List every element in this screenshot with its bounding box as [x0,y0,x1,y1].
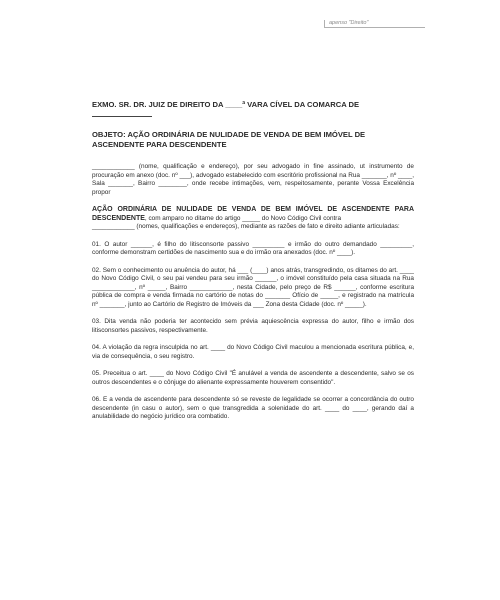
document-body [92,100,414,431]
blank-line [92,110,152,117]
paragraph-02: 02. Sem o conhecimento ou anuência do autor, há ___ (____) anos atrás, transgredindo, os ditames do art. ____ do Novo Código Civil, o seu pai vendeu para seu irmão ______, o imóvel constituído pela casa situada na Rua ____________, nº _____, Bairro ____________, nesta Cidade, pelo preço de R$ ______, conforme escritura pública de compra e venda firmada no cartório de notas do _______ Ofício de _____, e registrado na matrícula nº _______, junto ao Cartório de Registro de Imóveis da ___ Zona desta Cidade (doc. nº _____). [92,266,414,308]
acao-title: AÇÃO ORDINÁRIA DE NULIDADE DE VENDA DE BEM IMÓVEL DE ASCENDENTE PARA DESCENDENTE [92,206,414,222]
paragraph-04: 04. A violação da regra insculpida no art. ____ do Novo Código Civil maculou a mencionada escritura pública, e, via de consequência, o seu registro. [92,344,414,360]
paragraph-06: 06. E a venda de ascendente para descendente só se reveste de legalidade se ocorrer a concordância do outro descendente (in casu o autor), sem o que transgredida a solenidade do art. ____ do ____, gerando daí a anulabilidade do negócio jurídico ora combatido. [92,396,414,420]
acao-paragraph [92,206,414,232]
paragraph-03: 03. Dita venda não poderia ter acontecido sem prévia aquiescência expressa do autor, filho e irmão dos litisconsortes passivos, respectivamente. [92,318,414,334]
intro-paragraph: ____________ (nome, qualificação e endereço), por seu advogado in fine assinado, ut instrumento de procuração em anexo (doc. nº ___), advogado estabelecido com escritório profissional na Rua _______, nº ____, Sala _______, Bairro ________, onde recebe intimações, vem, respeitosamente, perante Vossa Excelência propor [92,163,414,196]
paragraph-01: 01. O autor ______, é filho do litisconsorte passivo _________ e irmão do outro demandado _________, conforme demonstram certidões de nascimento sua e do irmão ora anexados (doc. nº ____). [92,240,414,256]
court-header-text: EXMO. SR. DR. JUIZ DE DIREITO DA ____ª VARA CÍVEL DA COMARCA DE [92,100,360,109]
stamp-label: apenso "Direito" [324,20,425,28]
acao-rest: , com amparo no ditame do artigo _____ do Novo Código Civil contra [144,214,341,222]
contra-text: ____________ (nomes, qualificações e endereços), mediante as razões de fato e direito adiante articuladas: [92,223,400,230]
court-header [92,100,414,117]
objeto-heading: OBJETO: AÇÃO ORDINÁRIA DE NULIDADE DE VENDA DE BEM IMÓVEL DE ASCENDENTE PARA DESCENDENTE [92,130,366,149]
paragraph-05: 05. Preceitua o art. ____ do Novo Código Civil "É anulável a venda de ascendente a descendente, salvo se os outros descendentes e o cônjuge do alienante expressamente houverem consentido". [92,370,414,386]
